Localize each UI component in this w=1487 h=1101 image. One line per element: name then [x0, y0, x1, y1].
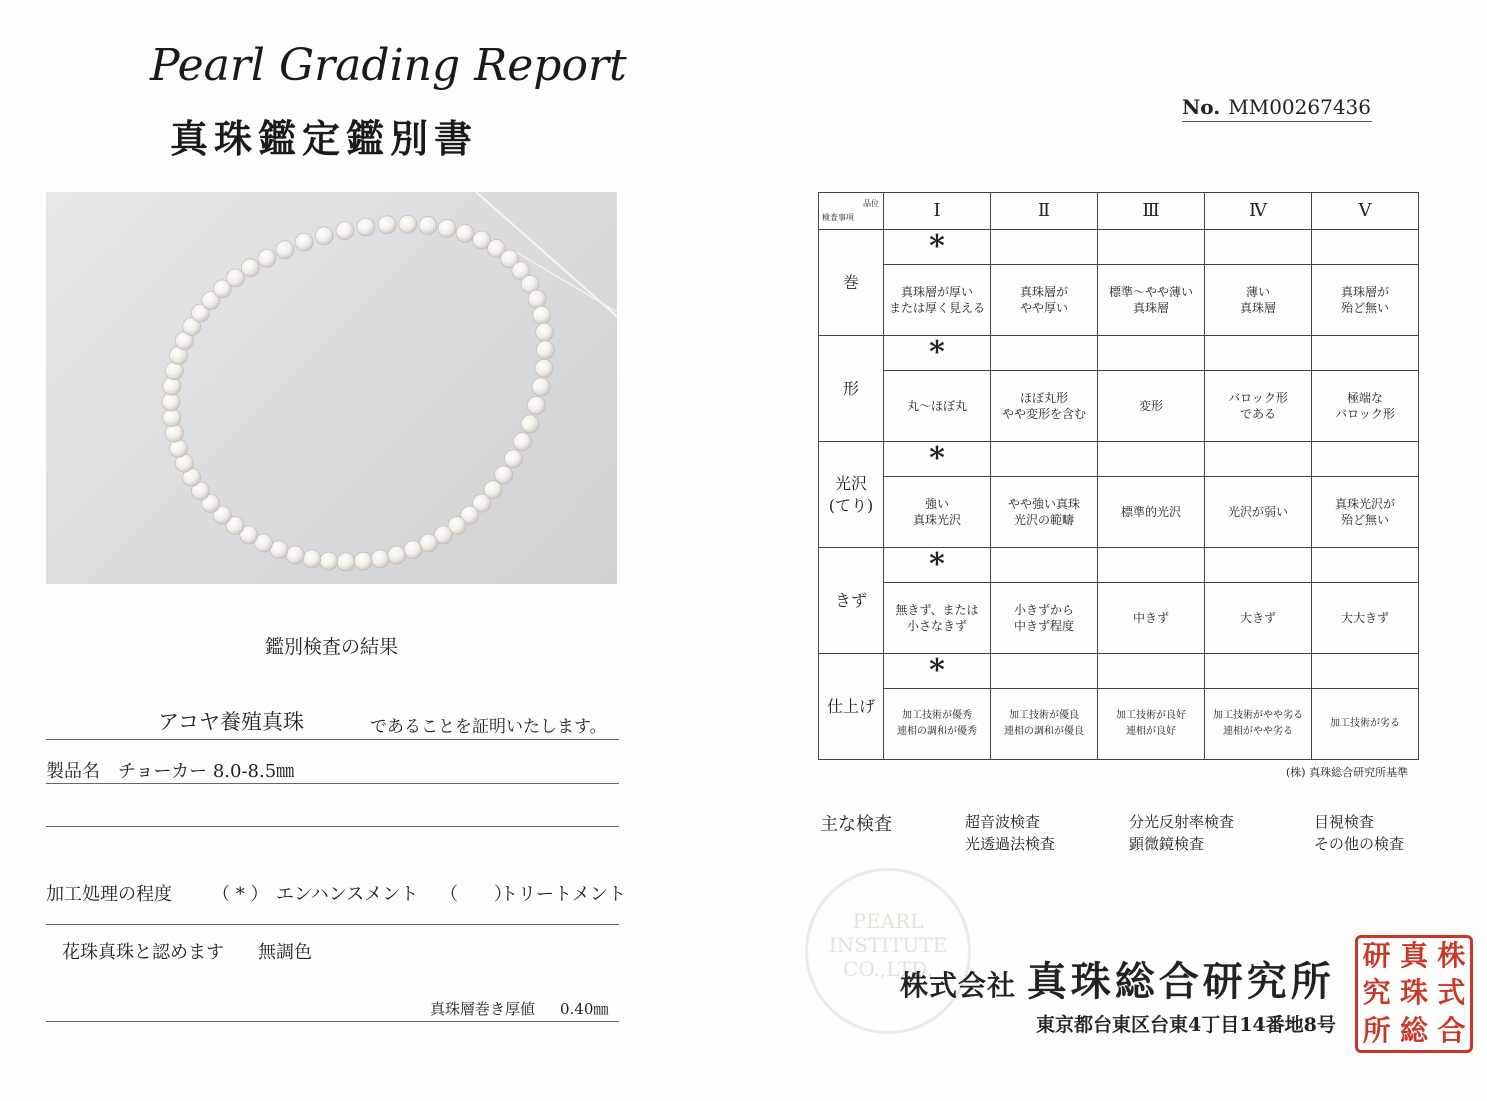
pearl — [303, 550, 321, 568]
grade-description: 加工技術が良好 連相が良好 — [1098, 689, 1205, 760]
grade-empty-cell — [1312, 654, 1419, 689]
seal-character: 珠 — [1399, 976, 1428, 1010]
grade-star-cell: * — [884, 548, 991, 583]
inspection-item: 顕微鏡検査 — [1129, 835, 1205, 853]
grade-star-cell: * — [884, 654, 991, 689]
grade-empty-cell — [1098, 336, 1205, 371]
emboss-line: CO.,LTD. — [843, 957, 933, 981]
pearl — [505, 450, 523, 468]
grade-description: 真珠層が厚い または厚く見える — [884, 265, 991, 336]
grade-empty-cell — [1205, 654, 1312, 689]
emboss-line: INSTITUTE — [828, 933, 948, 957]
standard-note: (株) 真珠総合研究所基準 — [1286, 766, 1409, 779]
grade-star-cell: * — [884, 336, 991, 371]
nacre-thickness-label: 真珠層巻き厚値 — [430, 1000, 536, 1018]
company-prefix: 株式会社 — [900, 969, 1017, 1002]
pearl — [378, 216, 396, 234]
grade-star-row — [819, 548, 1419, 583]
grade-category: 巻 — [819, 230, 884, 336]
grade-description: 無きず、または 小さなきず — [884, 583, 991, 654]
pearl — [532, 378, 550, 396]
pearl — [295, 233, 313, 251]
grade-description: バロック形 である — [1205, 371, 1312, 442]
grade-header-2: Ⅱ — [991, 193, 1098, 230]
rule-line — [46, 924, 619, 925]
grade-description: やや強い真珠 光沢の範疇 — [991, 477, 1098, 548]
report-number-label: No. — [1182, 95, 1221, 119]
seal-character: 所 — [1362, 1013, 1391, 1047]
grade-desc-row — [819, 477, 1419, 548]
pearl — [419, 217, 437, 235]
grade-category: 形 — [819, 336, 884, 442]
grade-header-5: Ⅴ — [1312, 193, 1419, 230]
grade-description: 標準的光沢 — [1098, 477, 1205, 548]
pearl — [521, 415, 539, 433]
grade-description: 真珠層が やや厚い — [991, 265, 1098, 336]
certify-text: であることを証明いたします。 — [370, 717, 607, 737]
grade-empty-cell — [1205, 548, 1312, 583]
grade-empty-cell — [1098, 230, 1205, 265]
treatment-label: 加工処理の程度 — [46, 884, 172, 905]
product-label: 製品名 — [46, 761, 100, 782]
grade-star-row — [819, 654, 1419, 689]
grade-description: 光沢が弱い — [1205, 477, 1312, 548]
grade-category: 仕上げ — [819, 654, 884, 760]
inspection-item: 光透過法検査 — [965, 835, 1056, 853]
pearl — [162, 393, 180, 411]
seal-character: 合 — [1437, 1013, 1466, 1047]
treatment-mark: （ ） — [440, 884, 512, 905]
corner-bottom-label: 検査事項 — [822, 213, 854, 222]
grade-description: 薄い 真珠層 — [1205, 265, 1312, 336]
pearl — [336, 222, 354, 240]
pearl — [163, 377, 181, 395]
pearl — [528, 290, 546, 308]
pearl — [337, 553, 355, 571]
grade-category: 光沢 (てり) — [819, 442, 884, 548]
pearl — [315, 227, 333, 245]
grade-empty-cell — [991, 336, 1098, 371]
rule-line — [46, 739, 619, 740]
grade-description: 丸〜ほぼ丸 — [884, 371, 991, 442]
report-title-en: Pearl Grading Report — [150, 40, 627, 91]
company-main-name: 真珠総合研究所 — [1026, 958, 1335, 1005]
grade-empty-cell — [1205, 336, 1312, 371]
rule-line — [46, 783, 619, 784]
seal-character: 株 — [1437, 939, 1466, 972]
pearl — [258, 249, 276, 267]
pearl — [527, 397, 545, 415]
pearl — [357, 218, 375, 236]
pearl-necklace-illustration — [46, 192, 617, 584]
report-number — [1182, 95, 1372, 122]
grade-description: 真珠光沢が 殆ど無い — [1312, 477, 1419, 548]
grade-star-row — [819, 230, 1419, 265]
pearl — [163, 409, 181, 427]
grade-empty-cell — [991, 442, 1098, 477]
grade-empty-cell — [1098, 442, 1205, 477]
pearl — [276, 241, 294, 259]
grade-empty-cell — [1312, 442, 1419, 477]
hanadama-text: 花珠真珠と認めます — [62, 942, 224, 963]
pearl — [495, 466, 513, 484]
grade-description: 真珠層が 殆ど無い — [1312, 265, 1419, 336]
rule-line — [46, 826, 619, 827]
pearl — [536, 341, 554, 359]
grade-description: 中きず — [1098, 583, 1205, 654]
grade-empty-cell — [1205, 442, 1312, 477]
inspection-item: その他の検査 — [1314, 835, 1405, 853]
pearl-necklace-photo — [46, 192, 617, 584]
company-address: 東京都台東区台東4丁目14番地8号 — [1036, 1014, 1336, 1036]
grade-description: 加工技術が優良 連相の調和が優良 — [991, 689, 1098, 760]
result-heading: 鑑別検査の結果 — [264, 636, 398, 658]
grade-star-cell: * — [884, 442, 991, 477]
grade-desc-row — [819, 583, 1419, 654]
rule-line — [46, 1021, 619, 1022]
pearl-type: アコヤ養殖真珠 — [158, 710, 304, 734]
grade-description: 大きず — [1205, 583, 1312, 654]
emboss-line: PEARL — [852, 909, 924, 933]
pearl — [513, 433, 531, 451]
grade-desc-row — [819, 265, 1419, 336]
pearl — [320, 552, 338, 570]
seal-character: 総 — [1399, 1013, 1428, 1047]
grade-description: 変形 — [1098, 371, 1205, 442]
grade-empty-cell — [991, 548, 1098, 583]
report-title-jp: 真珠鑑定鑑別書 — [170, 116, 479, 161]
pearl — [286, 546, 304, 564]
pearl — [165, 424, 183, 442]
grade-empty-cell — [1312, 548, 1419, 583]
grade-header-3: Ⅲ — [1098, 193, 1205, 230]
grade-empty-cell — [1312, 336, 1419, 371]
grade-description: ほぼ丸形 やや変形を含む — [991, 371, 1098, 442]
product-value: チョーカー 8.0-8.5㎜ — [118, 761, 295, 782]
grade-star-cell: * — [884, 230, 991, 265]
grade-empty-cell — [1098, 654, 1205, 689]
inspections-heading: 主な検査 — [820, 814, 892, 835]
inspection-item: 分光反射率検査 — [1129, 813, 1235, 831]
grade-corner-cell — [819, 193, 884, 230]
grade-header-1: Ⅰ — [884, 193, 991, 230]
nacre-thickness-value: 0.40㎜ — [560, 1000, 609, 1018]
seal-character: 研 — [1362, 939, 1391, 972]
grade-empty-cell — [991, 230, 1098, 265]
grade-star-row — [819, 442, 1419, 477]
grade-empty-cell — [1205, 230, 1312, 265]
grade-description: 加工技術がやや劣る 連相がやや劣る — [1205, 689, 1312, 760]
grade-desc-row — [819, 371, 1419, 442]
company-hanko-seal — [1355, 935, 1473, 1053]
grade-empty-cell — [991, 654, 1098, 689]
grade-table — [818, 192, 1419, 760]
pearl — [226, 269, 244, 287]
grade-header-row — [819, 193, 1419, 230]
seal-character: 式 — [1437, 976, 1466, 1010]
report-number-value: MM00267436 — [1228, 95, 1371, 119]
treatment-type-label: トリートメント — [500, 884, 626, 905]
grade-description: 大大きず — [1312, 583, 1419, 654]
company-name — [900, 950, 1335, 1007]
pearl — [535, 359, 553, 377]
pearl — [404, 541, 422, 559]
enhancement-mark: （ * ） — [212, 884, 269, 905]
pearl — [354, 552, 372, 570]
pearl — [533, 306, 551, 324]
grade-description: 加工技術が優秀 連相の調和が優秀 — [884, 689, 991, 760]
grade-star-row — [819, 336, 1419, 371]
grade-header-4: Ⅳ — [1205, 193, 1312, 230]
pearl — [438, 220, 456, 238]
seal-character: 究 — [1362, 976, 1391, 1010]
grade-description: 加工技術が劣る — [1312, 689, 1419, 760]
pearl — [456, 224, 474, 242]
grade-empty-cell — [1312, 230, 1419, 265]
grade-description: 極端な バロック形 — [1312, 371, 1419, 442]
corner-top-label: 品位 — [863, 199, 879, 208]
pearl — [388, 546, 406, 564]
pearl — [241, 259, 259, 277]
inspection-item: 超音波検査 — [965, 813, 1041, 831]
enhancement-label: エンハンスメント — [276, 884, 419, 905]
pearl — [536, 323, 554, 341]
grade-description: 強い 真珠光沢 — [884, 477, 991, 548]
pearl — [371, 550, 389, 568]
inspection-item: 目視検査 — [1314, 813, 1375, 831]
pearl — [399, 215, 417, 233]
grade-category: きず — [819, 548, 884, 654]
grade-desc-row — [819, 689, 1419, 760]
color-text: 無調色 — [258, 942, 312, 963]
seal-character: 真 — [1399, 939, 1428, 972]
grade-description: 小きずから 中きず程度 — [991, 583, 1098, 654]
grade-description: 標準〜やや薄い 真珠層 — [1098, 265, 1205, 336]
grade-empty-cell — [1098, 548, 1205, 583]
